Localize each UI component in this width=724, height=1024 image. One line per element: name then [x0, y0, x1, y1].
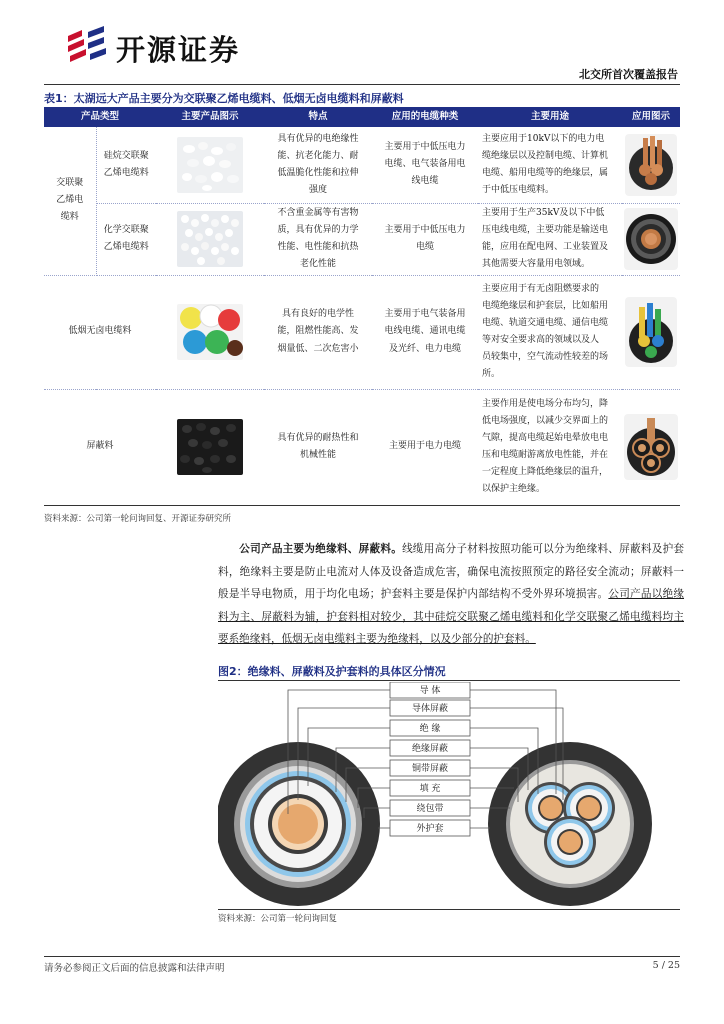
- app-image-cell: [622, 203, 680, 275]
- product-type: 屏蔽料: [86, 441, 114, 452]
- three-core-cable: [488, 742, 652, 906]
- layer-labels: [390, 682, 470, 836]
- use-cell: [478, 389, 622, 505]
- cable-types: 主要用于电力电缆: [389, 441, 462, 452]
- figure-top-rule: [218, 680, 680, 681]
- app-image-cell: [622, 389, 680, 505]
- colored-pellets-image: [177, 304, 243, 360]
- app-image-cell: [622, 275, 680, 389]
- logo-text: 开源证券: [116, 33, 241, 67]
- product-image-cell: [156, 203, 264, 275]
- figure-source: 资料来源：公司第一轮问询回复: [218, 914, 338, 924]
- features-cell: [264, 127, 372, 203]
- product-image-cell: [156, 389, 264, 505]
- table-header-row: [44, 107, 680, 127]
- label-conductor-shield: 导体屏蔽: [411, 704, 449, 714]
- paragraph-highlight: 公司产品以绝缘料为主、屏蔽料为辅，护套料相对较少，其中硅烷交联聚乙烯电缆料和化学交联聚乙烯电缆料均主要系绝缘料，低烟无卤电缆料主要为绝缘料，以及少部分的护套料。: [218, 588, 685, 645]
- product-type: 低烟无卤电缆料: [68, 326, 132, 337]
- footer-disclaimer: 请务必参阅正文后面的信息披露和法律声明: [44, 963, 225, 974]
- features-cell: [264, 275, 372, 389]
- cable-section-image: [624, 414, 678, 480]
- table-source: 资料来源：公司第一轮问询回复、开源证券研究所: [44, 514, 232, 524]
- cable-structure-diagram: [218, 682, 680, 908]
- company-logo: [64, 26, 264, 66]
- label-outer-sheath: 外护套: [416, 824, 444, 834]
- product-use: 主要应用于10kV以下的电力电 缆绝缘层以及控制电缆、计算机 电缆、船用电缆等的绝缘层，属 于中低压电缆料。: [482, 133, 609, 195]
- single-core-cable: [218, 742, 380, 906]
- use-cell: [478, 203, 622, 275]
- label-wrapping-tape: 绕包带: [416, 804, 444, 814]
- app-image-cell: [622, 127, 680, 203]
- col-header-cables: 应用的电缆种类: [372, 107, 478, 127]
- product-features: 具有良好的电学性 能，阻燃性能高、发 烟量低、二次危害小: [277, 309, 359, 354]
- cable-types: 主要用于电气装备用 电线电缆、通讯电缆 及光纤、电力电缆: [384, 309, 466, 354]
- type-cell: [44, 389, 156, 505]
- table-row: [44, 275, 680, 389]
- product-features: 具有优异的耐热性和 机械性能: [277, 432, 359, 460]
- product-type: 化学交联聚 乙烯电缆料: [103, 224, 149, 252]
- cables-cell: [372, 127, 478, 203]
- logo-mark-icon: [64, 26, 108, 66]
- table-title: 表1：太湖远大产品主要分为交联聚乙烯电缆料、低烟无卤电缆料和屏蔽料: [44, 92, 404, 105]
- cables-cell: [372, 203, 478, 275]
- col-header-type: 产品类型: [44, 107, 156, 127]
- product-features: 具有优异的电绝缘性 能、抗老化能力、耐 低温脆化性能和拉伸 强度: [277, 133, 359, 195]
- table-row: [44, 389, 680, 505]
- cable-types: 主要用于中低压电力 电缆: [384, 224, 466, 252]
- type-cell: [44, 275, 156, 389]
- paragraph-lead: 公司产品主要为绝缘料、屏蔽料。: [239, 543, 403, 555]
- product-use: 主要应用于有无卤阻燃要求的 电缆绝缘层和护套层，比如船用 电缆、轨道交通电缆、通信电缆 等对安全要求高的领域以及人 员较集中，空气流动性较差的场 所。: [482, 283, 609, 380]
- features-cell: [264, 389, 372, 505]
- cable-section-image: [625, 297, 677, 367]
- type-cell: [96, 127, 156, 203]
- page-header: [0, 0, 724, 92]
- label-filler: 填 充: [419, 784, 441, 794]
- label-copper-tape: 铜带屏蔽: [411, 764, 449, 774]
- footer-divider: [44, 956, 680, 957]
- cable-section-image: [624, 208, 678, 270]
- table-row: [44, 127, 680, 203]
- black-pellets-image: [177, 419, 243, 475]
- page-number: 5 / 25: [652, 960, 680, 971]
- white-pellets-image: [177, 137, 243, 193]
- cables-cell: [372, 389, 478, 505]
- cables-cell: [372, 275, 478, 389]
- label-insulation-shield: 绝缘屏蔽: [411, 744, 449, 754]
- product-table: [44, 107, 680, 506]
- product-features: 不含重金属等有害物 质，具有优异的力学 性能、电性能和抗热 老化性能: [277, 207, 359, 270]
- table-row: [44, 203, 680, 275]
- paragraph-body: 线缆用高分子材料按照功能可以分为绝缘料、屏蔽料及护套料，绝缘料主要是防止电流对人体及设备造成危害，确保电流按照预定的路径安全流动；屏蔽料一般是半导电物质，用于均化电场；护套料主要是保护内部结构不受外界环境损害。: [218, 543, 685, 600]
- col-header-use: 主要用途: [478, 107, 622, 127]
- use-cell: [478, 127, 622, 203]
- product-image-cell: [156, 275, 264, 389]
- col-header-image: 主要产品图示: [156, 107, 264, 127]
- type-cell: [96, 203, 156, 275]
- features-cell: [264, 203, 372, 275]
- product-type: 硅烷交联聚 乙烯电缆料: [103, 150, 149, 178]
- cable-types: 主要用于中低压电力 电缆、电气装备用电 线电缆: [384, 142, 466, 187]
- col-header-features: 特点: [264, 107, 372, 127]
- figure-title: 图2：绝缘料、屏蔽料及护套料的具体区分情况: [218, 665, 446, 678]
- product-image-cell: [156, 127, 264, 203]
- body-paragraph: [218, 538, 684, 651]
- report-type: 北交所首次覆盖报告: [579, 68, 678, 81]
- group-label-cell: [44, 127, 96, 275]
- label-insulation: 绝 缘: [419, 724, 441, 734]
- product-use: 主要作用是使电场分布均匀，降 低电场强度，以减少交界面上的 气隙，提高电缆起始电晕放电电 压和电缆耐游离放电性能，并在 一定程度上降低绝缘层的温升， 以保护主绝缘。: [482, 398, 609, 495]
- product-use: 主要用于生产35kV及以下中低 压电线电缆，主要功能是输送电 能，应用在配电网、工业装置及 其他需要大容量用电领域。: [482, 207, 609, 270]
- label-conductor: 导 体: [419, 686, 441, 696]
- header-divider: [44, 84, 680, 85]
- group-label: 交联聚 乙烯电 缆料: [56, 178, 84, 223]
- figure-bottom-rule: [218, 909, 680, 910]
- col-header-app-image: 应用图示: [622, 107, 680, 127]
- white-granules-image: [177, 211, 243, 267]
- cable-section-image: [625, 134, 677, 196]
- use-cell: [478, 275, 622, 389]
